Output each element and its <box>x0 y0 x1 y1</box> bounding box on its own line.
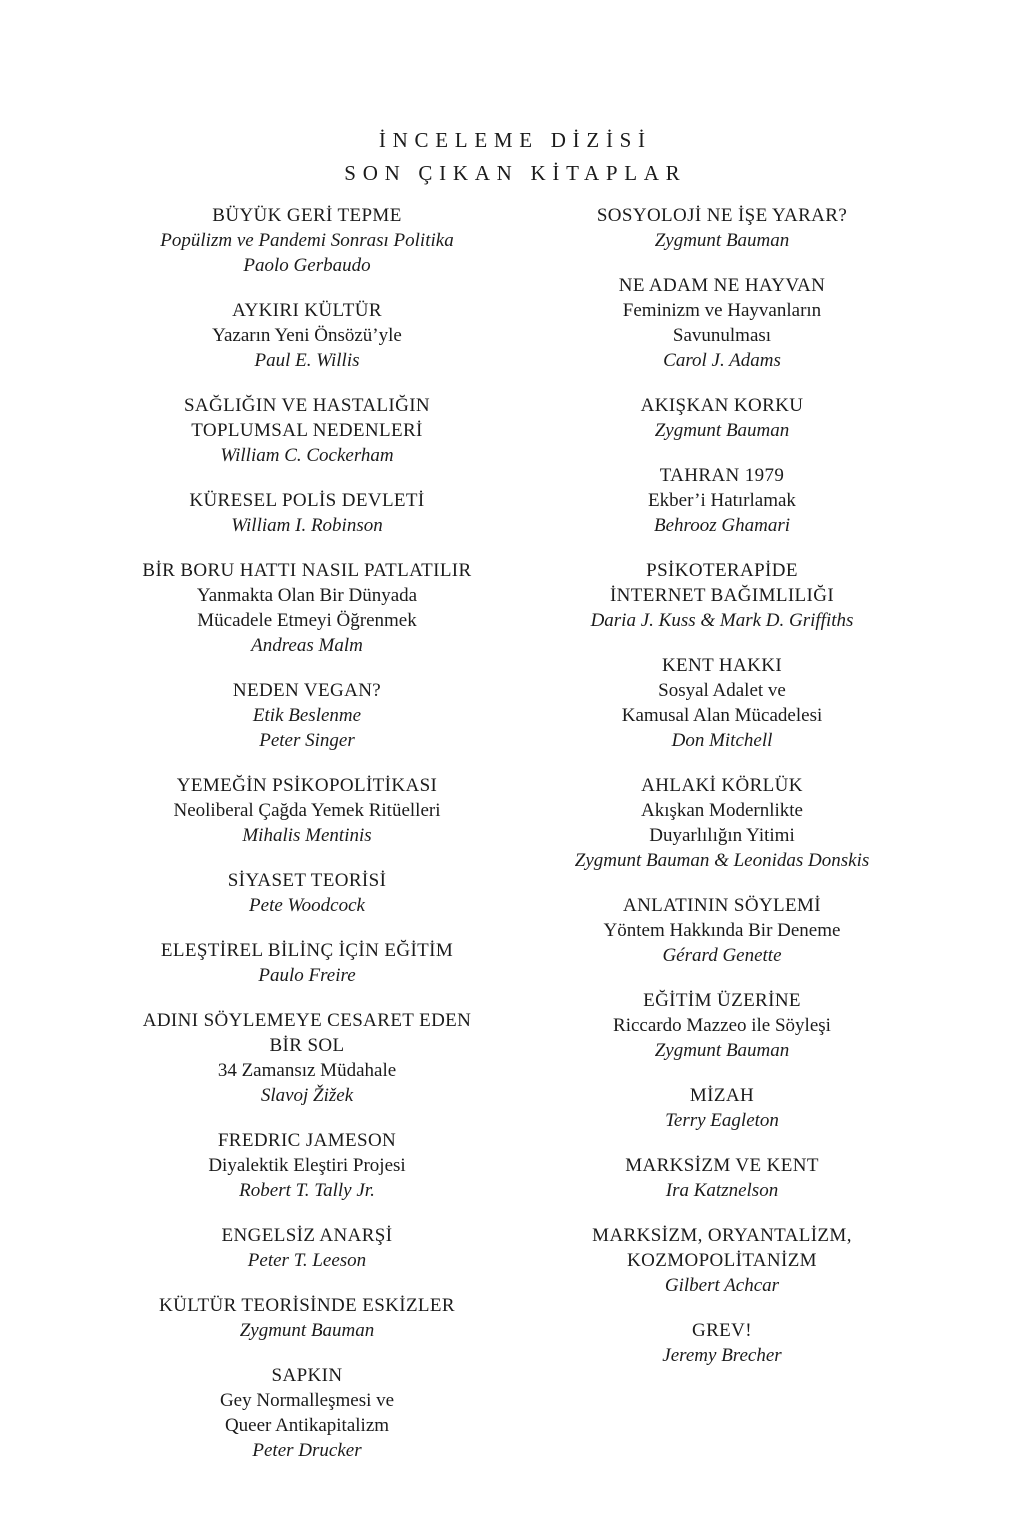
book-title-line: BİR SOL <box>269 1035 345 1056</box>
book-entry <box>502 203 942 253</box>
book-title-line: BİR BORU HATTI NASIL PATLATILIR <box>142 560 472 581</box>
book-author: Robert T. Tally Jr. <box>239 1180 375 1201</box>
book-subtitle-line: Diyalektik Eleştiri Projesi <box>208 1155 406 1176</box>
book-title-line: TOPLUMSAL NEDENLERİ <box>191 420 423 441</box>
book-author: Zygmunt Bauman <box>654 230 790 251</box>
book-entry <box>87 558 527 658</box>
book-author: Peter T. Leeson <box>247 1250 367 1271</box>
book-title-line: ADINI SÖYLEMEYE CESARET EDEN <box>142 1010 472 1031</box>
books-right-column <box>502 203 942 1388</box>
book-title-line: GREV! <box>692 1320 752 1341</box>
book-title-line: YEMEĞİN PSİKOPOLİTİKASI <box>176 775 438 796</box>
book-subtitle-line: Yanmakta Olan Bir Dünyada <box>196 585 418 606</box>
book-title-line: MİZAH <box>689 1085 755 1106</box>
book-title-line: AYKIRI KÜLTÜR <box>232 300 382 321</box>
book-author: Mihalis Mentinis <box>242 825 372 846</box>
book-author: Peter Drucker <box>252 1440 362 1461</box>
book-author: Terry Eagleton <box>665 1110 779 1131</box>
book-author: Zygmunt Bauman & Leonidas Donskis <box>574 850 870 871</box>
book-entry <box>502 558 942 633</box>
book-entry <box>502 1223 942 1298</box>
book-entry <box>502 1153 942 1203</box>
book-entry <box>502 773 942 873</box>
book-entry <box>87 773 527 848</box>
book-author: Daria J. Kuss & Mark D. Griffiths <box>590 610 854 631</box>
book-author: Paul E. Willis <box>254 350 360 371</box>
book-subtitle-line: Akışkan Modernlikte <box>640 800 803 821</box>
book-title-line: ELEŞTİREL BİLİNÇ İÇİN EĞİTİM <box>160 940 454 961</box>
book-author: Jeremy Brecher <box>662 1345 782 1366</box>
book-title-line: NEDEN VEGAN? <box>232 680 382 701</box>
book-title-line: AHLAKİ KÖRLÜK <box>641 775 803 796</box>
book-title-line: FREDRIC JAMESON <box>217 1130 397 1151</box>
book-subtitle-line: Feminizm ve Hayvanların <box>622 300 822 321</box>
book-entry <box>87 298 527 373</box>
book-title-line: MARKSİZM, ORYANTALİZM, <box>592 1225 852 1246</box>
book-author: Don Mitchell <box>671 730 773 751</box>
book-entry <box>502 893 942 968</box>
book-title-line: ANLATININ SÖYLEMİ <box>622 895 822 916</box>
book-subtitle-line: Popülizm ve Pandemi Sonrası Politika <box>160 230 454 251</box>
book-author: Zygmunt Bauman <box>239 1320 375 1341</box>
book-entry <box>87 393 527 468</box>
book-subtitle-line: Savunulması <box>672 325 772 346</box>
book-title-line: SİYASET TEORİSİ <box>227 870 387 891</box>
book-title-line: AKIŞKAN KORKU <box>640 395 804 416</box>
book-entry <box>87 488 527 538</box>
book-entry <box>502 463 942 538</box>
book-entry <box>87 1128 527 1203</box>
book-entry <box>502 1083 942 1133</box>
book-entry <box>87 938 527 988</box>
book-title-line: KOZMOPOLİTANİZM <box>627 1250 817 1271</box>
book-title-line: SOSYOLOJİ NE İŞE YARAR? <box>596 205 848 226</box>
book-title-line: KÜLTÜR TEORİSİNDE ESKİZLER <box>159 1295 455 1316</box>
book-entry <box>87 1008 527 1108</box>
book-author: Peter Singer <box>259 730 355 751</box>
book-title-line: ENGELSİZ ANARŞİ <box>221 1225 393 1246</box>
book-author: Carol J. Adams <box>663 350 781 371</box>
series-subtitle: SON ÇIKAN KİTAPLAR <box>344 161 687 185</box>
book-entry <box>87 203 527 278</box>
book-subtitle-line: Yöntem Hakkında Bir Deneme <box>603 920 841 941</box>
book-subtitle-line: Neoliberal Çağda Yemek Ritüelleri <box>173 800 441 821</box>
book-entry <box>87 678 527 753</box>
book-title-line: SAĞLIĞIN VE HASTALIĞIN <box>183 395 431 416</box>
book-author: Slavoj Žižek <box>260 1085 354 1106</box>
book-author: Gérard Genette <box>662 945 782 966</box>
book-author: Gilbert Achcar <box>664 1275 780 1296</box>
book-entry <box>502 273 942 373</box>
book-author: William C. Cockerham <box>220 445 394 466</box>
book-subtitle-line: Sosyal Adalet ve <box>658 680 786 701</box>
book-author: Zygmunt Bauman <box>654 1040 790 1061</box>
book-title-line: KÜRESEL POLİS DEVLETİ <box>189 490 425 511</box>
book-entry <box>87 1363 527 1463</box>
book-author: Paolo Gerbaudo <box>243 255 371 276</box>
book-title-line: KENT HAKKI <box>661 655 783 676</box>
book-subtitle-line: Mücadele Etmeyi Öğrenmek <box>197 610 417 631</box>
book-entry <box>502 1318 942 1368</box>
book-entry <box>502 653 942 753</box>
book-author: Behrooz Ghamari <box>654 515 790 536</box>
book-entry <box>87 868 527 918</box>
book-subtitle-line: Queer Antikapitalizm <box>224 1415 390 1436</box>
book-title-line: BÜYÜK GERİ TEPME <box>212 205 402 226</box>
book-subtitle-line: Kamusal Alan Mücadelesi <box>621 705 823 726</box>
book-subtitle-line: Yazarın Yeni Önsözü’yle <box>212 325 402 346</box>
book-author: Andreas Malm <box>251 635 363 656</box>
book-author: Pete Woodcock <box>249 895 365 916</box>
book-title-line: TAHRAN 1979 <box>659 465 785 486</box>
book-entry <box>87 1293 527 1343</box>
book-title-line: SAPKIN <box>271 1365 343 1386</box>
book-title-line: EĞİTİM ÜZERİNE <box>643 990 801 1011</box>
book-subtitle-line: 34 Zamansız Müdahale <box>217 1060 397 1081</box>
book-author: Paulo Freire <box>258 965 356 986</box>
book-entry <box>502 393 942 443</box>
book-author: William I. Robinson <box>231 515 383 536</box>
book-subtitle-line: Gey Normalleşmesi ve <box>219 1390 395 1411</box>
book-title-line: NE ADAM NE HAYVAN <box>618 275 826 296</box>
books-left-column <box>87 203 527 1483</box>
book-subtitle-line: Riccardo Mazzeo ile Söyleşi <box>613 1015 831 1036</box>
book-author: Ira Katznelson <box>665 1180 779 1201</box>
book-subtitle-line: Ekber’i Hatırlamak <box>648 490 796 511</box>
book-title-line: PSİKOTERAPİDE <box>646 560 798 581</box>
series-header <box>0 124 1024 190</box>
book-subtitle-line: Duyarlılığın Yitimi <box>649 825 795 846</box>
book-entry <box>87 1223 527 1273</box>
book-entry <box>502 988 942 1063</box>
book-subtitle-line: Etik Beslenme <box>252 705 362 726</box>
series-title: İNCELEME DİZİSİ <box>378 128 652 152</box>
book-author: Zygmunt Bauman <box>654 420 790 441</box>
book-title-line: İNTERNET BAĞIMLILIĞI <box>609 585 835 606</box>
book-title-line: MARKSİZM VE KENT <box>625 1155 819 1176</box>
